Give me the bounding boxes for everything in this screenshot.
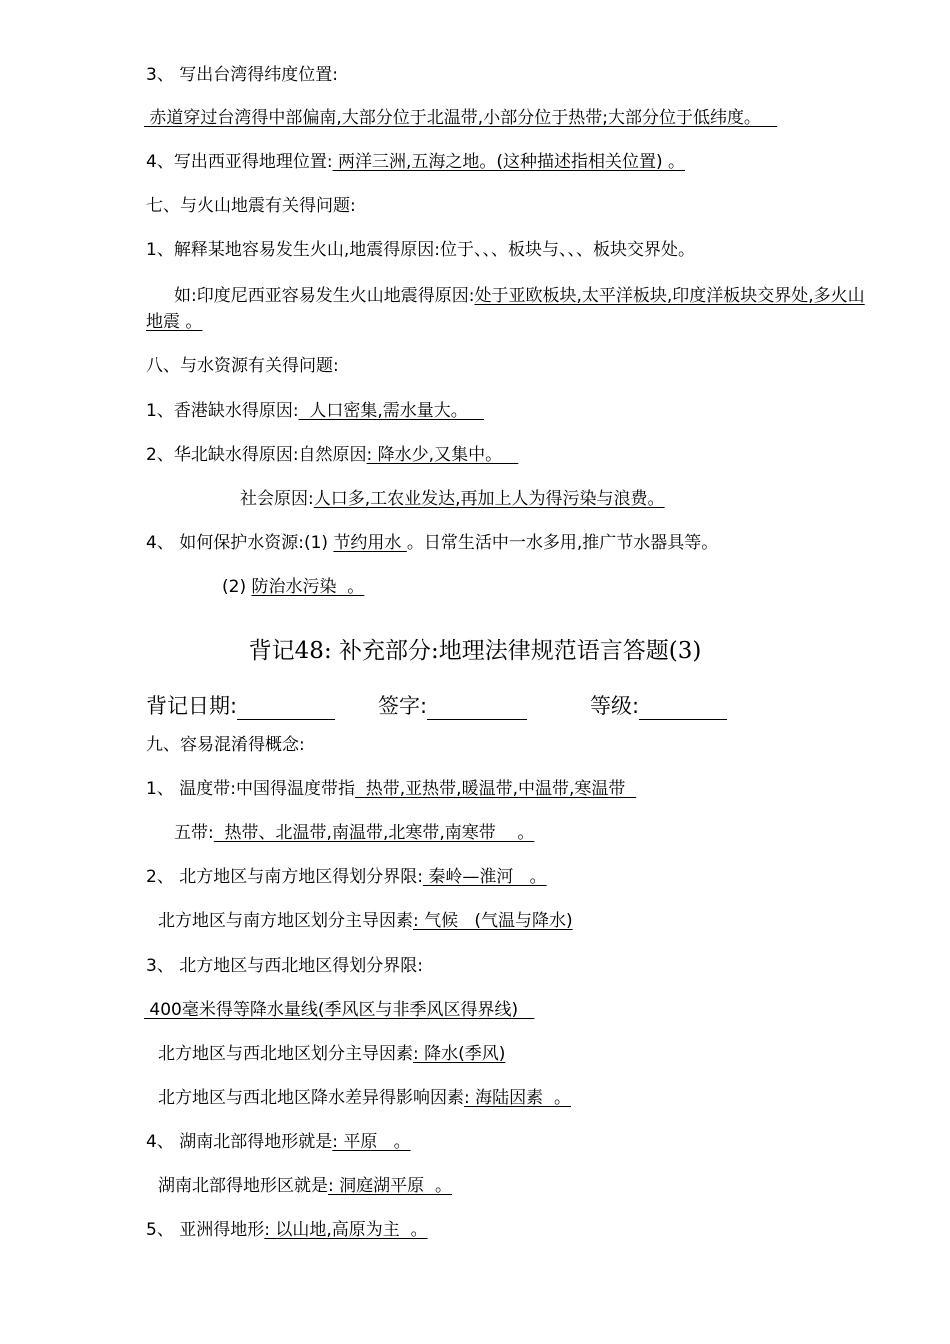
sign-label: 签字: (378, 694, 428, 718)
q-asia-terrain (146, 1218, 428, 1242)
q-volcano-reason (146, 238, 695, 262)
north-northwest-factor (158, 1042, 505, 1066)
question-text: 北方地区与西北地区降水差异得影响因素 (158, 1088, 464, 1108)
north-south-factor (158, 909, 573, 933)
question-text: 湖南北部得地形区就是 (158, 1176, 328, 1196)
five-zones (174, 821, 534, 845)
question-text: 4、写出西亚得地理位置: (146, 152, 333, 172)
question-text: 4、 如何保护水资源:(1) (146, 533, 334, 553)
answer-text: : 气候 (气温与降水) (413, 911, 573, 931)
sign-field (378, 690, 527, 720)
grade-label: 等级: (590, 694, 640, 718)
section-eight-heading (146, 354, 339, 378)
grade-blank (639, 699, 727, 720)
section-nine-heading (146, 733, 305, 757)
hunan-terrain-region (158, 1174, 452, 1198)
q-hunan-terrain (146, 1130, 411, 1154)
example-indonesia (146, 283, 866, 335)
page-title: 背记48: 补充部分:地理法律规范语言答题(3) (248, 638, 702, 664)
answer-text: : 洞庭湖平原 。 (328, 1176, 452, 1196)
q-north-south-boundary (146, 865, 547, 889)
question-text: 2、 北方地区与南方地区得划分界限: (146, 867, 423, 887)
question-text: 五带: (174, 823, 214, 843)
protect-water-item-2 (222, 575, 364, 599)
answer-north-northwest-boundary (144, 998, 534, 1022)
question-text: 2、华北缺水得原因:自然原因 (146, 445, 367, 465)
section-seven-heading (146, 194, 356, 218)
question-text: 5、 亚洲得地形 (146, 1220, 265, 1240)
social-reason (240, 487, 665, 511)
answer-text: 秦岭—淮河 。 (422, 867, 547, 887)
answer-text: 热带,亚热带,暖温带,中温带,寒温带 (354, 779, 637, 799)
q-north-northwest-boundary (146, 954, 423, 978)
detail-text: 。日常生活中一水多用,推广节水器具等。 (406, 533, 719, 553)
q-west-asia-location (146, 150, 685, 174)
answer-text: 防治水污染 。 (251, 577, 365, 597)
heading-text: 八、与水资源有关得问题: (146, 356, 339, 376)
answer-text: : 平原 。 (332, 1132, 411, 1152)
date-field (146, 690, 335, 720)
north-northwest-precip-factor (158, 1086, 571, 1110)
heading-text: 七、与火山地震有关得问题: (146, 196, 356, 216)
question-text: 北方地区与西北地区划分主导因素 (158, 1044, 413, 1064)
answer-text: 处于亚欧板块,太平洋板块,印度洋板块交界处,多火山地震 。 (146, 286, 865, 332)
answer-text: 两洋三洲,五海之地。(这种描述指相关位置) 。 (332, 152, 686, 172)
question-text: 3、 写出台湾得纬度位置: (146, 65, 338, 85)
answer-text: 赤道穿过台湾得中部偏南,大部分位于北温带,小部分位于热带;大部分位于低纬度。 (144, 108, 778, 128)
answer-text: 人口多,工农业发达,再加上人为得污染与浪费。 (313, 489, 665, 509)
answer-text: : 海陆因素 。 (464, 1088, 571, 1108)
q-protect-water (146, 531, 718, 555)
question-text: 北方地区与南方地区划分主导因素 (158, 911, 413, 931)
question-text: 1、 温度带:中国得温度带指 (146, 779, 355, 799)
q-hongkong-water (146, 399, 484, 423)
question-text: 1、解释某地容易发生火山,地震得原因:位于、、、板块与、、、板块交界处。 (146, 240, 695, 260)
answer-text: 节约用水 (333, 533, 407, 553)
answer-text: 人口密集,需水量大。 (298, 401, 484, 421)
answer-text: 400毫米得等降水量线(季风区与非季风区得界线) (144, 1000, 535, 1020)
question-text: 4、 湖南北部得地形就是 (146, 1132, 333, 1152)
answer-text: 热带、北温带,南温带,北寒带,南寒带 。 (213, 823, 535, 843)
heading-text: 九、容易混淆得概念: (146, 735, 305, 755)
date-label: 背记日期: (146, 694, 238, 718)
q-temperature-zones (146, 777, 636, 801)
question-text: 1、香港缺水得原因: (146, 401, 299, 421)
answer-text: : 降水少,又集中。 (366, 445, 519, 465)
answer-text: : 以山地,高原为主 。 (264, 1220, 428, 1240)
q-taiwan-latitude (146, 63, 338, 87)
date-blank (237, 699, 335, 720)
answer-text: : 降水(季风) (413, 1044, 506, 1064)
question-text: 3、 北方地区与西北地区得划分界限: (146, 956, 423, 976)
answer-taiwan-latitude (144, 106, 777, 130)
q-north-china-water (146, 443, 518, 467)
question-text: 如:印度尼西亚容易发生火山地震得原因: (174, 286, 475, 306)
question-text: 社会原因: (240, 489, 314, 509)
sign-blank (427, 699, 527, 720)
grade-field (590, 690, 727, 720)
item-number: (2) (222, 577, 252, 597)
